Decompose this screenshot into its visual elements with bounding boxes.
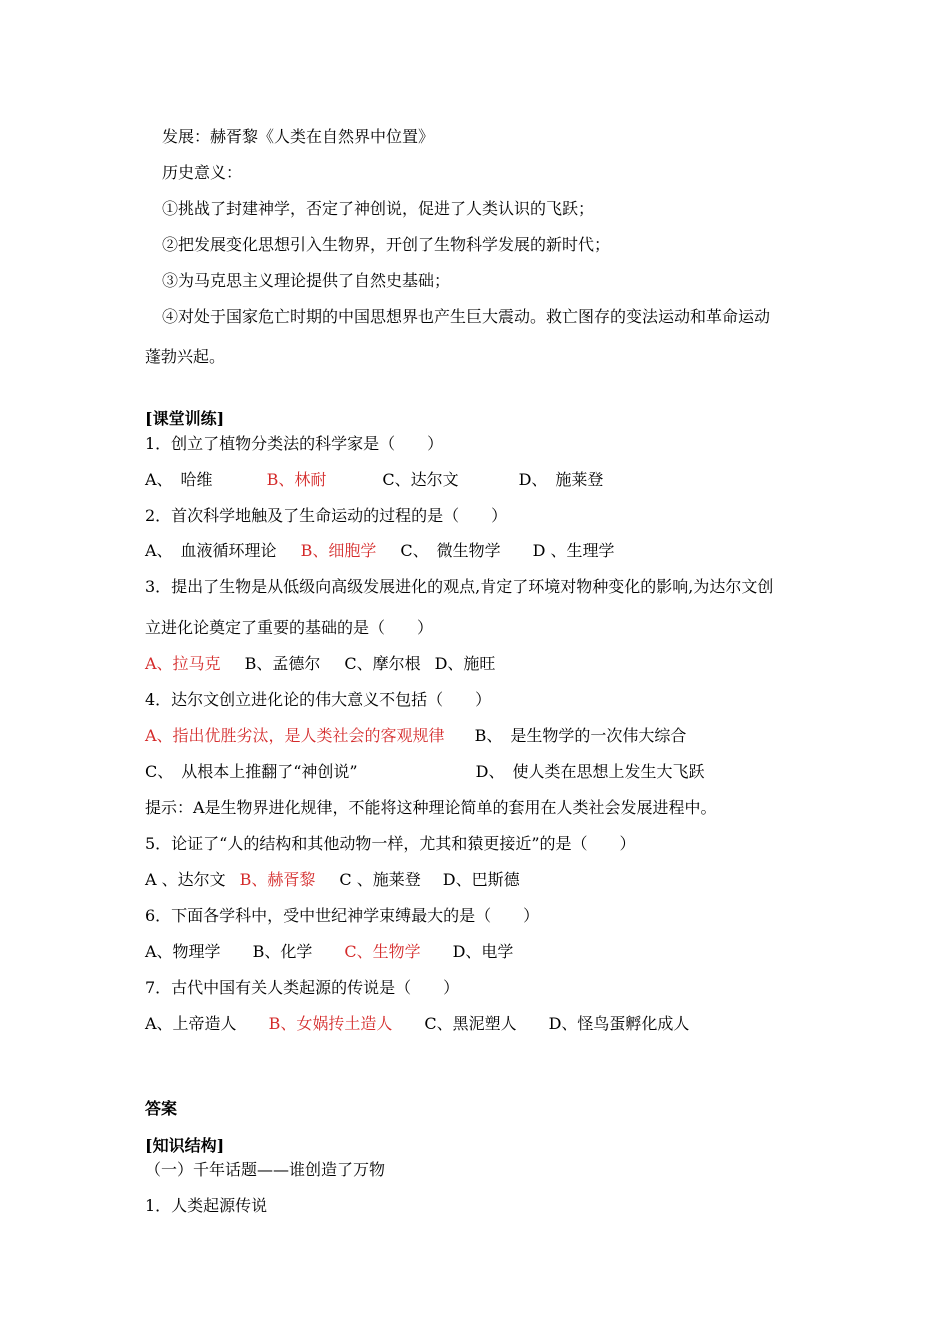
significance-heading: 历史意义： [162,163,243,182]
q1-option-b: B、林耐 [266,470,327,489]
question-6-stem: 6．下面各学科中，受中世纪神学束缚最大的是（ ） [145,906,540,925]
question-3-stem-line-2: 立进化论奠定了重要的基础的是（ ） [145,618,434,637]
q7-option-b: B、女娲抟土造人 [268,1014,393,1033]
q3-option-c: C、摩尔根 [344,654,421,673]
question-5-options [145,870,520,890]
question-4-hint: 提示：A是生物界进化规律，不能将这种理论简单的套用在人类社会发展进程中。 [145,798,717,817]
significance-point-3: ③为马克思主义理论提供了自然史基础； [162,271,451,290]
question-4-options-row-2 [145,762,704,782]
q3-option-d: D、施旺 [434,654,496,673]
question-4-stem: 4．达尔文创立进化论的伟大意义不包括（ ） [145,690,492,709]
q7-option-d: D、怪鸟蛋孵化成人 [548,1014,690,1033]
question-1-stem: 1．创立了植物分类法的科学家是（ ） [145,434,444,453]
q5-option-b: B、赫胥黎 [239,870,316,889]
q4-option-c: C、 从根本上推翻了“神创说” [145,762,358,781]
question-7-stem: 7．古代中国有关人类起源的传说是（ ） [145,978,460,997]
significance-point-1: ①挑战了封建神学，否定了神创说，促进了人类认识的飞跃； [162,199,595,218]
significance-point-4: ④对处于国家危亡时期的中国思想界也产生巨大震动。救亡图存的变法运动和革命运动 [162,307,771,326]
q4-option-a: A、指出优胜劣汰，是人类社会的客观规律 [145,726,445,745]
question-7-options [145,1014,689,1034]
question-5-stem: 5．论证了“人的结构和其他动物一样，尤其和猿更接近”的是（ ） [145,834,636,853]
q6-option-d: D、电学 [452,942,514,961]
q2-option-c: C、 微生物学 [400,541,501,560]
q6-option-c: C、生物学 [344,942,421,961]
question-1-options [145,470,603,490]
q4-option-b: B、 是生物学的一次伟大综合 [474,726,687,745]
q1-option-d: D、 施莱登 [518,470,604,489]
q7-option-a: A、上帝造人 [145,1014,237,1033]
q2-option-b: B、细胞学 [300,541,377,560]
q4-option-d: D、 使人类在思想上发生大飞跃 [475,762,705,781]
q6-option-b: B、化学 [252,942,313,961]
question-4-options-row-1 [145,726,686,746]
q5-option-c: C 、施莱登 [339,870,421,889]
question-2-stem: 2．首次科学地触及了生命运动的过程的是（ ） [145,506,508,525]
development-line: 发展：赫胥黎《人类在自然界中位置》 [162,127,435,146]
q2-option-a: A、 血液循环理论 [145,541,277,560]
q2-option-d: D 、生理学 [532,541,615,560]
q7-option-c: C、黑泥塑人 [424,1014,517,1033]
answers-item-1: 1．人类起源传说 [145,1196,268,1215]
question-3-options [145,654,495,674]
q1-option-c: C、达尔文 [382,470,459,489]
q1-option-a: A、 哈维 [145,470,213,489]
question-6-options [145,942,513,962]
q3-option-a: A、拉马克 [145,654,221,673]
answers-heading: 答案 [145,1099,178,1118]
significance-point-2: ②把发展变化思想引入生物界，开创了生物科学发展的新时代； [162,235,611,254]
q5-option-d: D、巴斯德 [442,870,520,889]
question-3-stem-line-1: 3．提出了生物是从低级向高级发展进化的观点,肯定了环境对物种变化的影响,为达尔文创 [145,577,774,596]
significance-point-4-continuation: 蓬勃兴起。 [145,347,226,366]
answers-section-1: （一）千年话题——谁创造了万物 [145,1160,386,1179]
q6-option-a: A、物理学 [145,942,221,961]
knowledge-structure-heading: [知识结构] [145,1136,225,1155]
exercise-heading: [课堂训练] [145,409,225,428]
question-2-options [145,541,615,561]
q5-option-a: A 、达尔文 [145,870,226,889]
q3-option-b: B、孟德尔 [244,654,321,673]
